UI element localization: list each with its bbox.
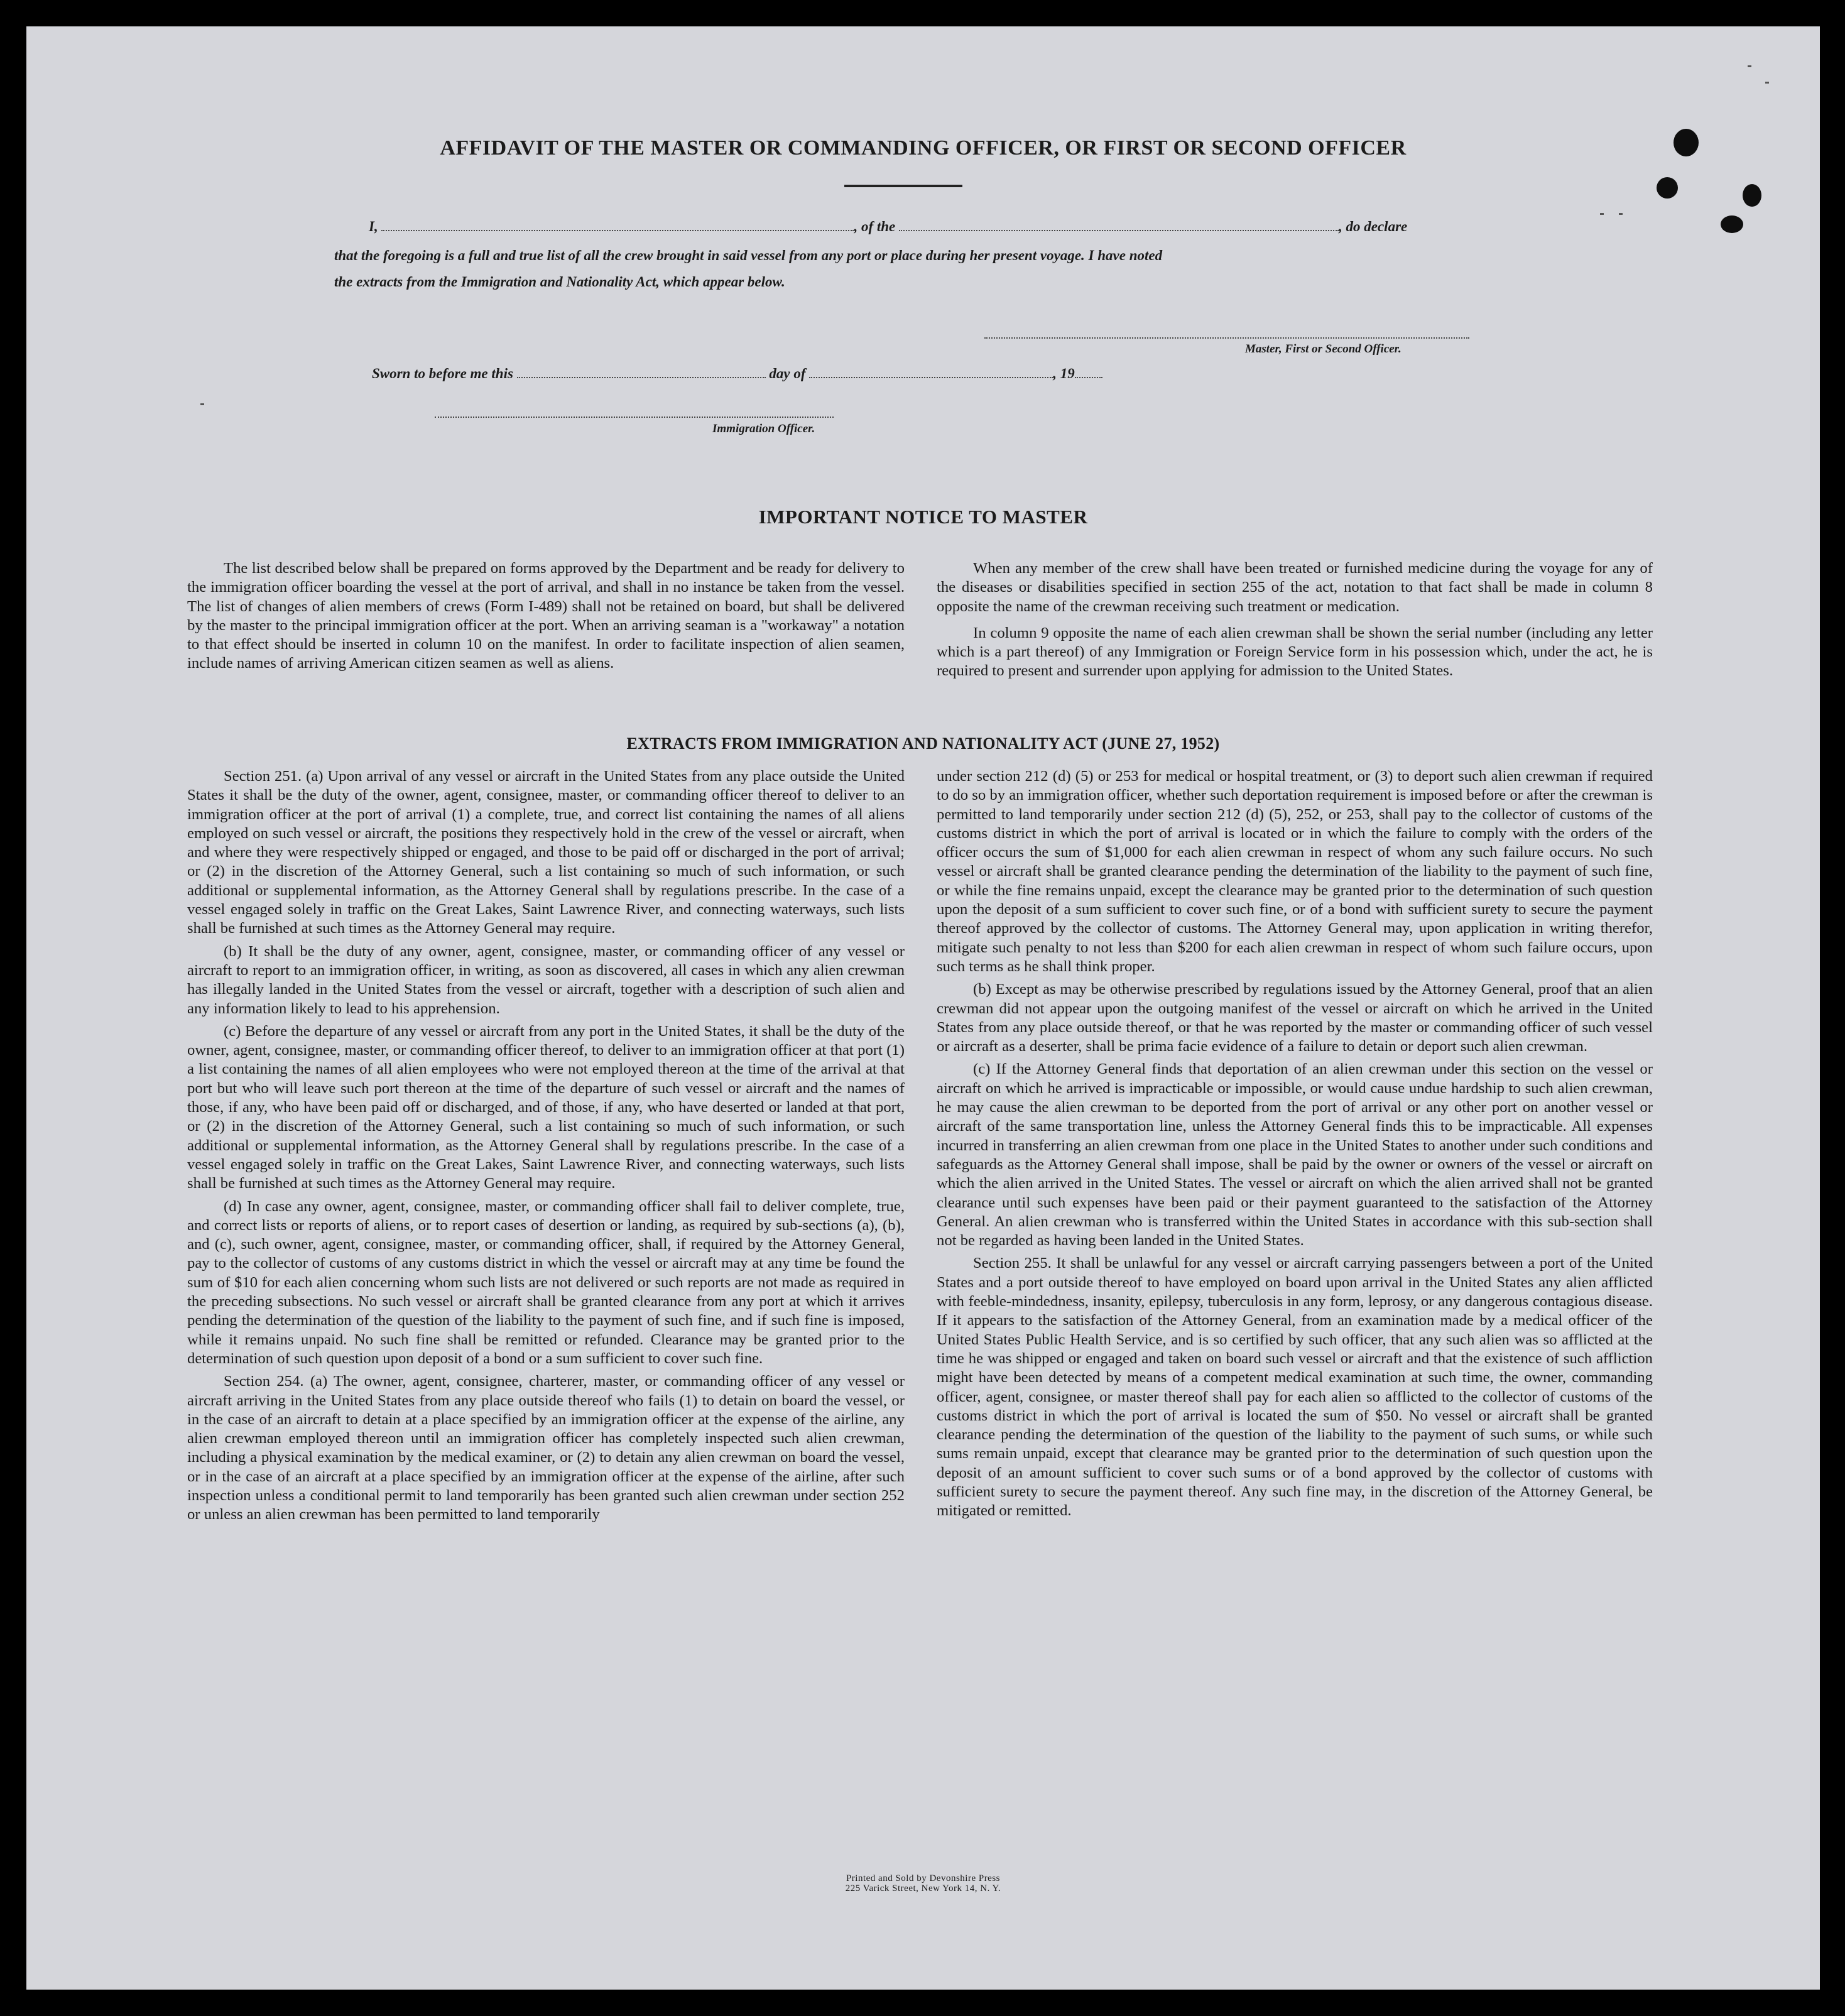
extracts-right-column (937, 767, 1653, 1521)
statement-line-2: the extracts from the Immigration and Nationality Act, which appear below. (334, 274, 785, 290)
vessel-blank-field[interactable] (899, 219, 1339, 231)
sworn-month-blank-field[interactable] (809, 366, 1053, 378)
extracts-left-column (187, 767, 905, 1525)
section-255: Section 255. It shall be unlawful for any vessel or aircraft carrying passengers between a port of the United States and a port outside thereof to have employed on board upon arrival in the United States any alien afflicted with feeble-mindedness, insanity, epilepsy, tuberculosis in any form, leprosy, or any dangerous contagious disease. If it appears to the satisfaction of the Attorney General, from an examination made by a medical officer of the United States Public Health Service, and is so certified by such officer, that any such alien was so afflicted at the time he was shipped or engaged and taken on board such vessel or aircraft and that the existence of such affliction might have been detected by means of a competent medical examination at such time, the owner, commanding officer, agent, consignee, or master thereof shall pay for each alien so afflicted to the collector of customs of the customs district in which the port of arrival is located the sum of $50. No vessel or aircraft shall be granted clearance pending the determination of the question of the liability to the payment of such sums, or while such sums remain unpaid, except that clearance may be granted prior to the determination of such question upon the deposit of an amount sufficient to cover such sums or of a bond approved by the collector of customs with sufficient surety to secure the payment thereof. Any such fine may, in the discretion of the Attorney General, be mitigated or remitted. (937, 1255, 1653, 1520)
statement-line-1: that the foregoing is a full and true list of all the crew brought in said vessel from any port or place during her present voyage. I have noted (334, 248, 1163, 263)
section-251-d: (d) In case any owner, agent, consignee, master, or commanding officer shall fail to deliver complete, true, and correct lists or reports of aliens, or to report cases of desertion or landing, as required by sub-sections (a), (b), and (c), such owner, agent, consignee, master, or commanding officer, shall, if required by the Attorney General, pay to the collector of customs of any customs district in which the vessel or aircraft may at any time be found the sum of $10 for each alien concerning whom such lists are not delivered or such reports are not made as required in the preceding subsections. No such vessel or aircraft shall be granted clearance from any port at which it arrives pending the determination of the question of the liability to the payment of such fine, and if such fine is imposed, while it remains unpaid. No such fine shall be remitted or refunded. Clearance may be granted prior to the determination of such question upon deposit of a bond or a sum sufficient to cover such fine. (187, 1197, 905, 1367)
section-254-c: (c) If the Attorney General finds that deportation of an alien crewman under this section on the vessel or aircraft on which he arrived is impracticable or impossible, or would cause undue hardship to such alien crewman, he may cause the alien crewman to be deported from the port of arrival or any other port on another vessel or aircraft of the same transportation line, unless the Attorney General finds this to be impracticable. All expenses incurred in transferring an alien crewman from one place in the United States to another under such conditions and safeguards as the Attorney General shall impose, shall be paid by the owner or owners of the vessel or aircraft on which the alien arrived in the United States. The vessel or aircraft on which the alien arrived shall not be granted clearance until such expenses have been paid or their payment guaranteed to the satisfaction of the Attorney General. An alien crewman who is transferred within the United States in accordance with this sub-section shall not be regarded as having been landed in the United States. (937, 1060, 1653, 1250)
immigration-officer-signature-line[interactable] (435, 417, 834, 418)
master-signature-caption: Master, First or Second Officer. (1245, 342, 1401, 356)
notice-right-paragraph-2: In column 9 opposite the name of each alien crewman shall be shown the serial number (including any letter which is a part thereof) of any Immigration or Foreign Service form in his possession which, under the act, he is required to present and surrender upon applying for admission to the United States. (937, 624, 1653, 680)
sworn-label: Sworn to before me this (372, 366, 513, 381)
section-254-a-continued: under section 212 (d) (5) or 253 for medical or hospital treatment, or (3) to deport such alien crewman if required to do so by an immigration officer, whether such deportation requirement is imposed before or after the crewman is permitted to land temporarily under section 212 (d) (5), 252, or 253, shall pay to the collector of customs of the customs district in which the port of arrival is located or in which the failure to comply with the orders of the officer occurs the sum of $1,000 for each alien crewman in respect of whom any such failure occurs. No such vessel or aircraft shall be granted clearance pending the determination of the liability to the payment of such fine, or while the fine remains unpaid, except the clearance may be granted prior to the determination of such question upon the deposit of a sum sufficient to cover such fine, or of a bond with sufficient surety to secure the payment thereof approved by the collector of customs. The Attorney General may, upon application in writing therefor, mitigate such penalty to not less than $200 for each alien crewman in respect of whom such failure occurs, upon such terms as he shall think proper. (937, 768, 1653, 975)
section-254-b: (b) Except as may be otherwise prescribed by regulations issued by the Attorney General, proof that an alien crewman did not appear upon the outgoing manifest of the vessel or aircraft on which he arrived in the United States from any place outside thereof, or that he was reported by the master or commanding officer of such vessel or aircraft as a deserter, shall be prima facie evidence of a failure to detain or deport such alien crewman. (937, 981, 1653, 1055)
notice-left-paragraph: The list described below shall be prepared on forms approved by the Department and be ready for delivery to the immigration officer boarding the vessel at the port of arrival, and shall in no instance be taken from the vessel. The list of changes of alien members of crews (Form I-489) shall not be retained on board, but shall be delivered by the master to the principal immigration officer at the port. When an arriving seaman is a "workaway" a notation to that effect should be inserted in column 10 on the manifest. In order to facilitate inspection of alien seamen, include names of arriving American citizen seamen as well as aliens. (187, 560, 905, 672)
section-251-c: (c) Before the departure of any vessel or aircraft from any port in the United States, it shall be the duty of the owner, agent, consignee, master, or commanding officer thereof, to deliver to an immigration officer at that port (1) a list containing the names of all alien employees who were not employed thereon at the time of the arrival at that port but who will leave such port thereon at the time of the departure of such vessel or aircraft and the names of those, if any, who have been paid off or discharged, and of those, if any, who have deserted or landed at that port, or (2) in the discretion of the Attorney General, such a list containing so much of such information, or such additional or supplemental information, as the Attorney General shall by regulations prescribe. In the case of a vessel engaged solely in traffic on the Great Lakes, Saint Lawrence River, and connecting waterways, such lists shall be furnished at such times as the Attorney General may require. (187, 1022, 905, 1192)
scan-speck (1748, 65, 1751, 67)
ink-blot (1743, 184, 1761, 207)
notice-left-column (187, 559, 905, 673)
affidavit-declaration-line (369, 219, 1407, 235)
section-254-a: Section 254. (a) The owner, agent, consignee, charterer, master, or commanding officer of any vessel or aircraft arriving in the United States from any place outside thereof who fails (1) to detain on board the vessel, or in the case of an aircraft to detain at a place specified by an immigration officer at the expense of the airline, any alien crewman employed thereon until an immigration officer has completely inspected such alien crewman, including a physical examination by the medical examiner, or (2) to detain any alien crewman on board the vessel, or in the case of an aircraft at a place specified by an immigration officer at the expense of the airline, after such inspection unless a conditional permit to land temporarily has been granted such alien crewman under section 252 or unless an alien crewman has been permitted to land temporarily (187, 1373, 905, 1523)
i-label: I, (369, 219, 378, 234)
form-sheet (26, 26, 1820, 1990)
extracts-title: EXTRACTS FROM IMMIGRATION AND NATIONALITY ACT (JUNE 27, 1952) (626, 734, 1220, 753)
of-the-label: , of the (854, 219, 896, 234)
scan-speck (1619, 213, 1623, 215)
immigration-officer-caption: Immigration Officer. (712, 422, 815, 435)
affidavit-title: AFFIDAVIT OF THE MASTER OR COMMANDING OFFICER, OR FIRST OR SECOND OFFICER (440, 136, 1407, 160)
printer-imprint (26, 1873, 1820, 1893)
printer-line-2: 225 Varick Street, New York 14, N. Y. (845, 1883, 1001, 1893)
section-251-b: (b) It shall be the duty of any owner, agent, consignee, master, or commanding officer of any vessel or aircraft to report to an immigration officer, in writing, as soon as discovered, all cases in which any alien crewman has illegally landed in the United States from the vessel or aircraft, together with a description of such alien and any information likely to lead to his apprehension. (187, 942, 905, 1017)
name-blank-field[interactable] (381, 219, 854, 231)
important-notice-title: IMPORTANT NOTICE TO MASTER (758, 506, 1088, 528)
year-label: , 19 (1053, 366, 1075, 381)
day-of-label: day of (769, 366, 806, 381)
section-251-a: Section 251. (a) Upon arrival of any vessel or aircraft in the United States from any place outside the United States it shall be the duty of the owner, agent, consignee, master, or commanding officer thereof to deliver to an immigration officer at the port of arrival (1) a complete, true, and correct list containing the names of all aliens employed on such vessel or aircraft, the positions they respectively hold in the crew of the vessel or aircraft, when and where they were respectively shipped or engaged, and those to be paid off or discharged in the port of arrival; or (2) in the discretion of the Attorney General, such a list containing so much of such information, or such additional or supplemental information, as the Attorney General shall by regulations prescribe. In the case of a vessel engaged solely in traffic on the Great Lakes, Saint Lawrence River, and connecting waterways, such lists shall be furnished at such times as the Attorney General may require. (187, 768, 905, 937)
sworn-year-blank-field[interactable] (1075, 366, 1102, 378)
declare-label: , do declare (1339, 219, 1408, 234)
ink-blot (1657, 177, 1678, 199)
notice-right-column (937, 559, 1653, 681)
scan-speck (1765, 82, 1769, 84)
ink-blot (1674, 129, 1699, 156)
notice-right-paragraph-1: When any member of the crew shall have been treated or furnished medicine during the voyage for any of the diseases or disabilities specified in section 255 of the act, notation to that fact shall be made in column 8 opposite the name of the crewman receiving such treatment or medication. (937, 560, 1653, 615)
scan-speck (200, 403, 204, 405)
scan-speck (1600, 213, 1604, 215)
ink-blot (1721, 215, 1743, 233)
master-signature-line[interactable] (984, 337, 1469, 339)
title-underline (844, 185, 962, 187)
printer-line-1: Printed and Sold by Devonshire Press (846, 1873, 1001, 1883)
sworn-line (372, 366, 1102, 382)
sworn-day-blank-field[interactable] (517, 366, 766, 378)
